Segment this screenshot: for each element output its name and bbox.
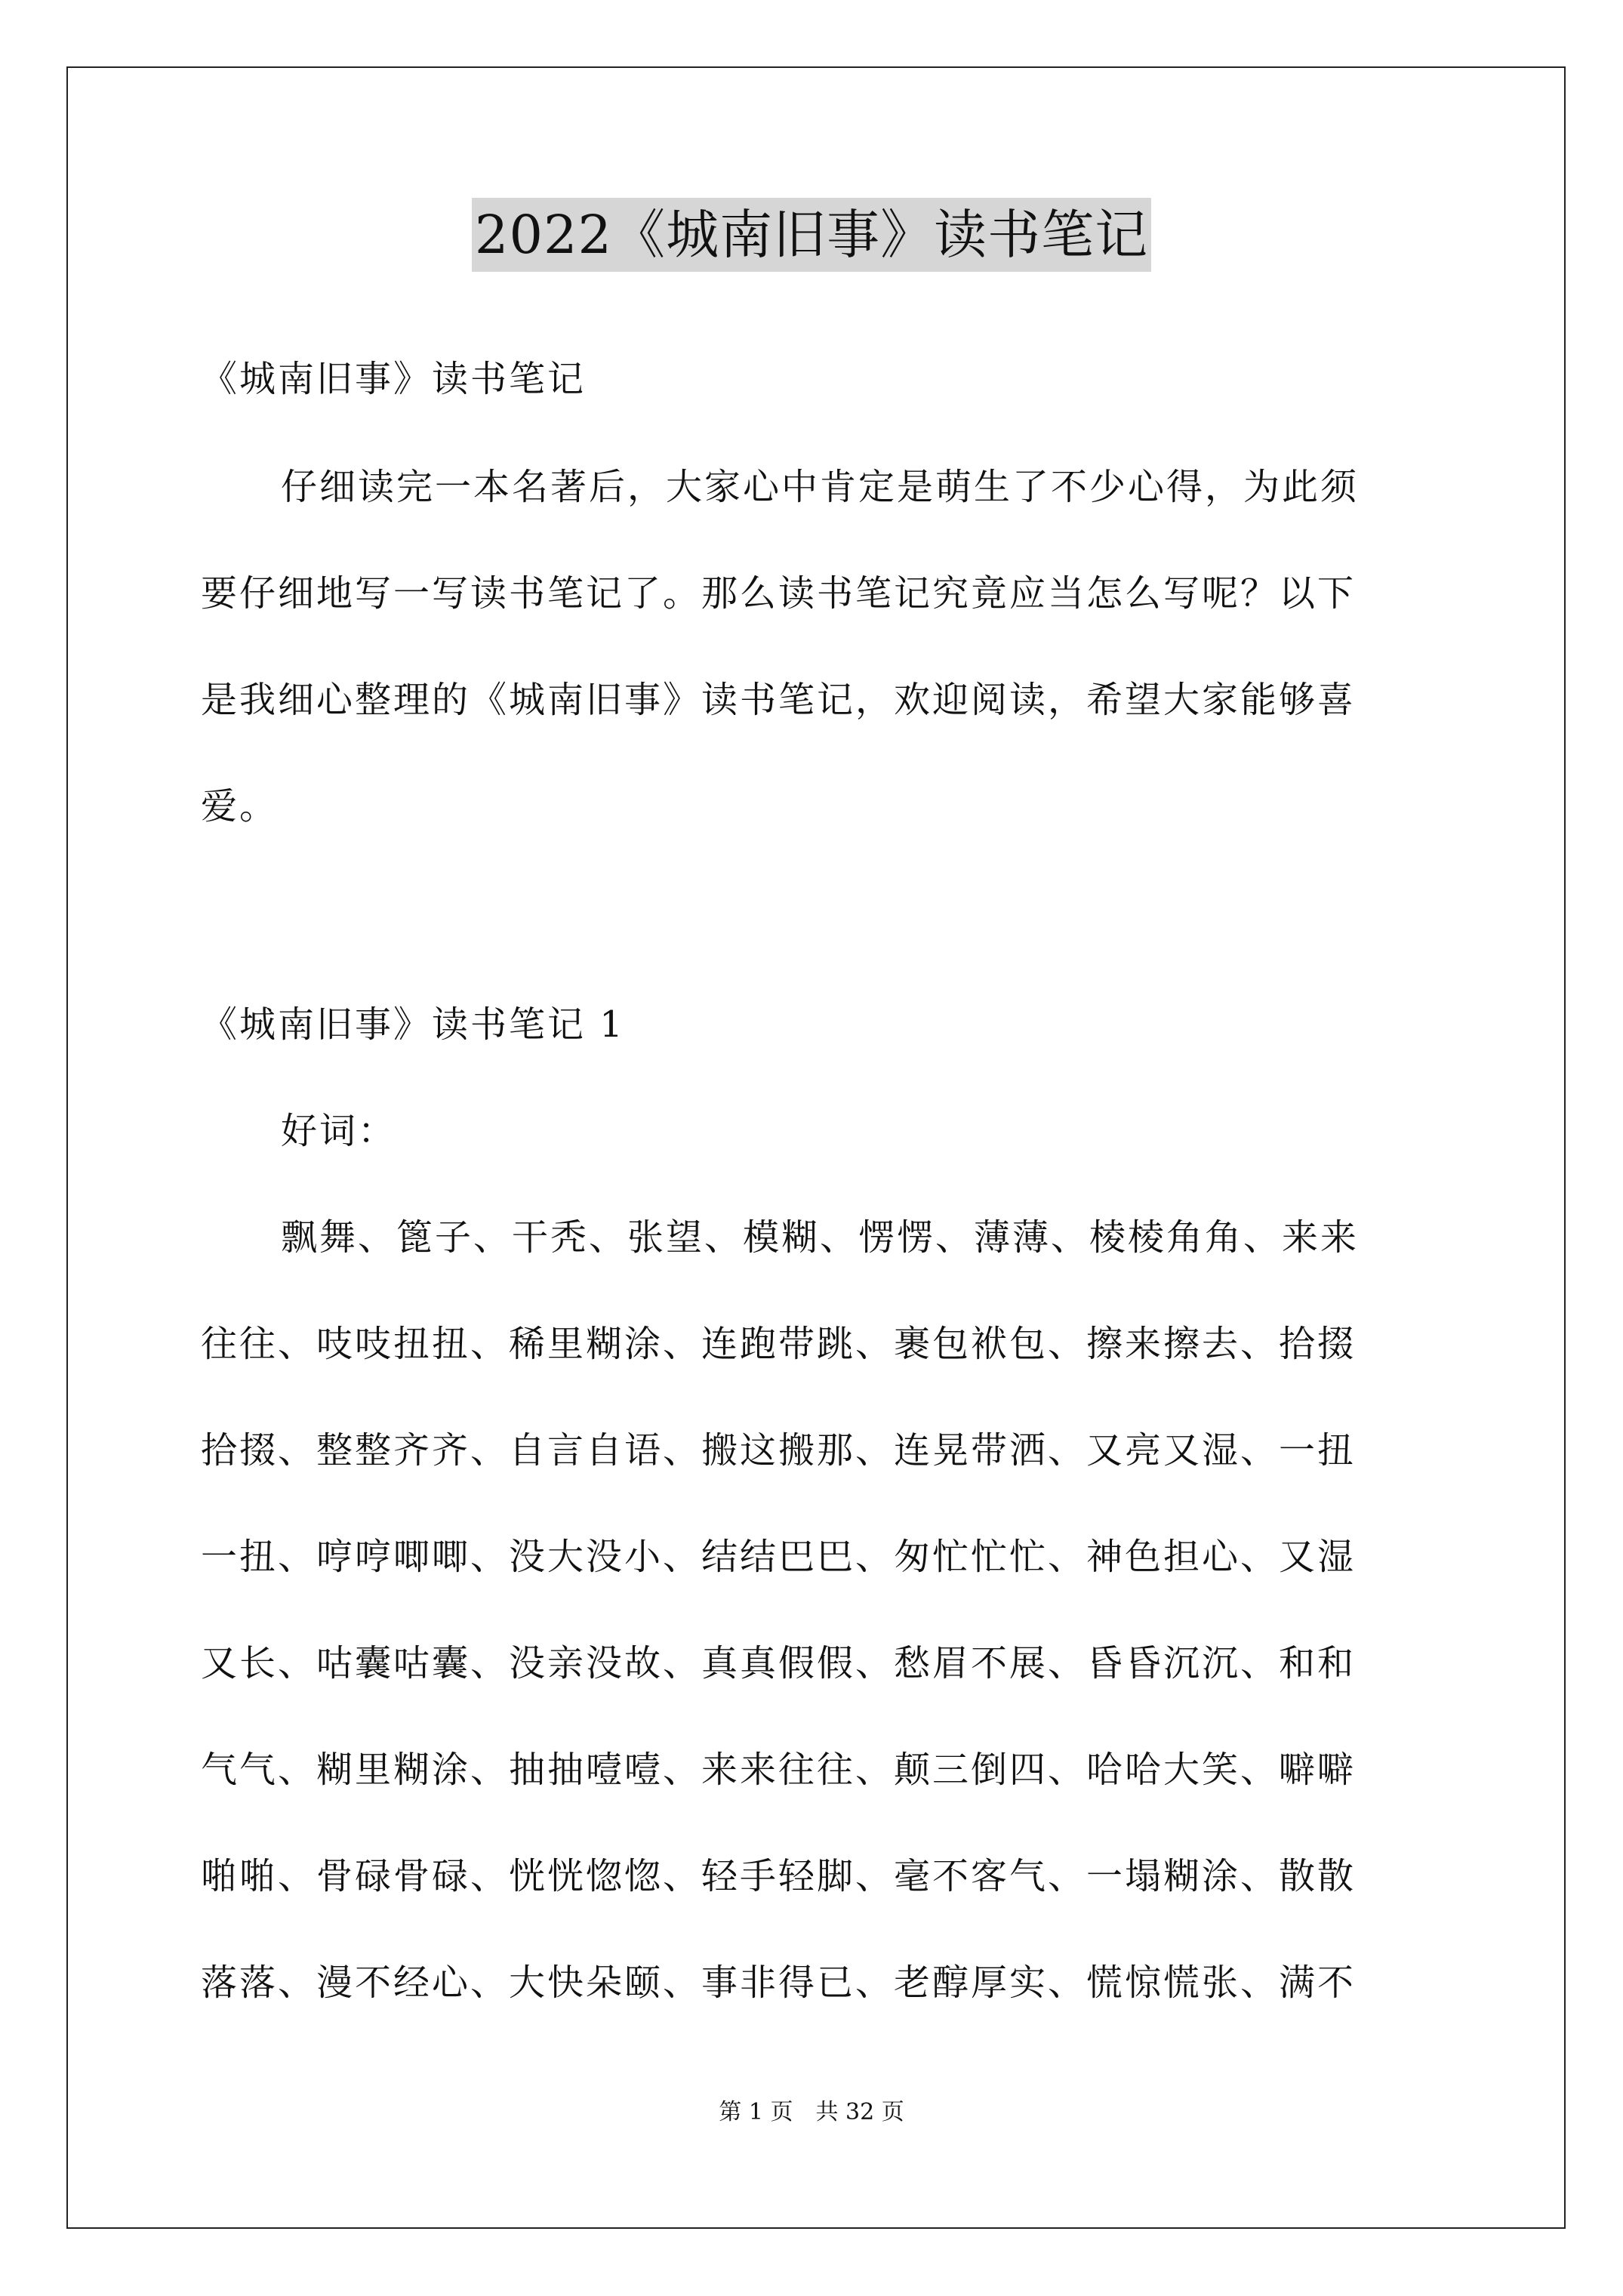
intro-line: 仔细读完一本名著后，大家心中肯定是萌生了不少心得，为此须 [281,466,1360,508]
title-container [0,198,1623,272]
document-title: 2022《城南旧事》读书笔记 [472,198,1151,272]
word-line: 飘舞、篦子、干秃、张望、模糊、愣愣、薄薄、棱棱角角、来来 [281,1216,1360,1259]
intro-line: 要仔细地写一写读书笔记了。那么读书笔记究竟应当怎么写呢？以下 [201,572,1357,615]
word-line: 一扭、哼哼唧唧、没大没小、结结巴巴、匆忙忙忙、神色担心、又湿 [201,1536,1357,1578]
intro-line: 爱。 [201,785,279,827]
section-heading: 《城南旧事》读书笔记 1 [201,1003,625,1046]
word-line: 往往、吱吱扭扭、稀里糊涂、连跑带跳、裹包袱包、擦来擦去、拾掇 [201,1323,1357,1365]
intro-line: 是我细心整理的《城南旧事》读书笔记，欢迎阅读，希望大家能够喜 [201,679,1357,721]
word-line: 气气、糊里糊涂、抽抽噎噎、来来往往、颠三倒四、哈哈大笑、噼噼 [201,1749,1357,1791]
word-line: 拾掇、整整齐齐、自言自语、搬这搬那、连晃带洒、又亮又湿、一扭 [201,1429,1357,1472]
good-words-label: 好词： [281,1110,397,1152]
word-line: 落落、漫不经心、大快朵颐、事非得已、老醇厚实、慌惊慌张、满不 [201,1962,1357,2004]
word-line: 又长、咕囊咕囊、没亲没故、真真假假、愁眉不展、昏昏沉沉、和和 [201,1642,1357,1684]
subtitle: 《城南旧事》读书笔记 [201,358,587,400]
word-line: 啪啪、骨碌骨碌、恍恍惚惚、轻手轻脚、毫不客气、一塌糊涂、散散 [201,1855,1357,1897]
page-number-footer: 第 1 页 共 32 页 [719,2099,904,2125]
